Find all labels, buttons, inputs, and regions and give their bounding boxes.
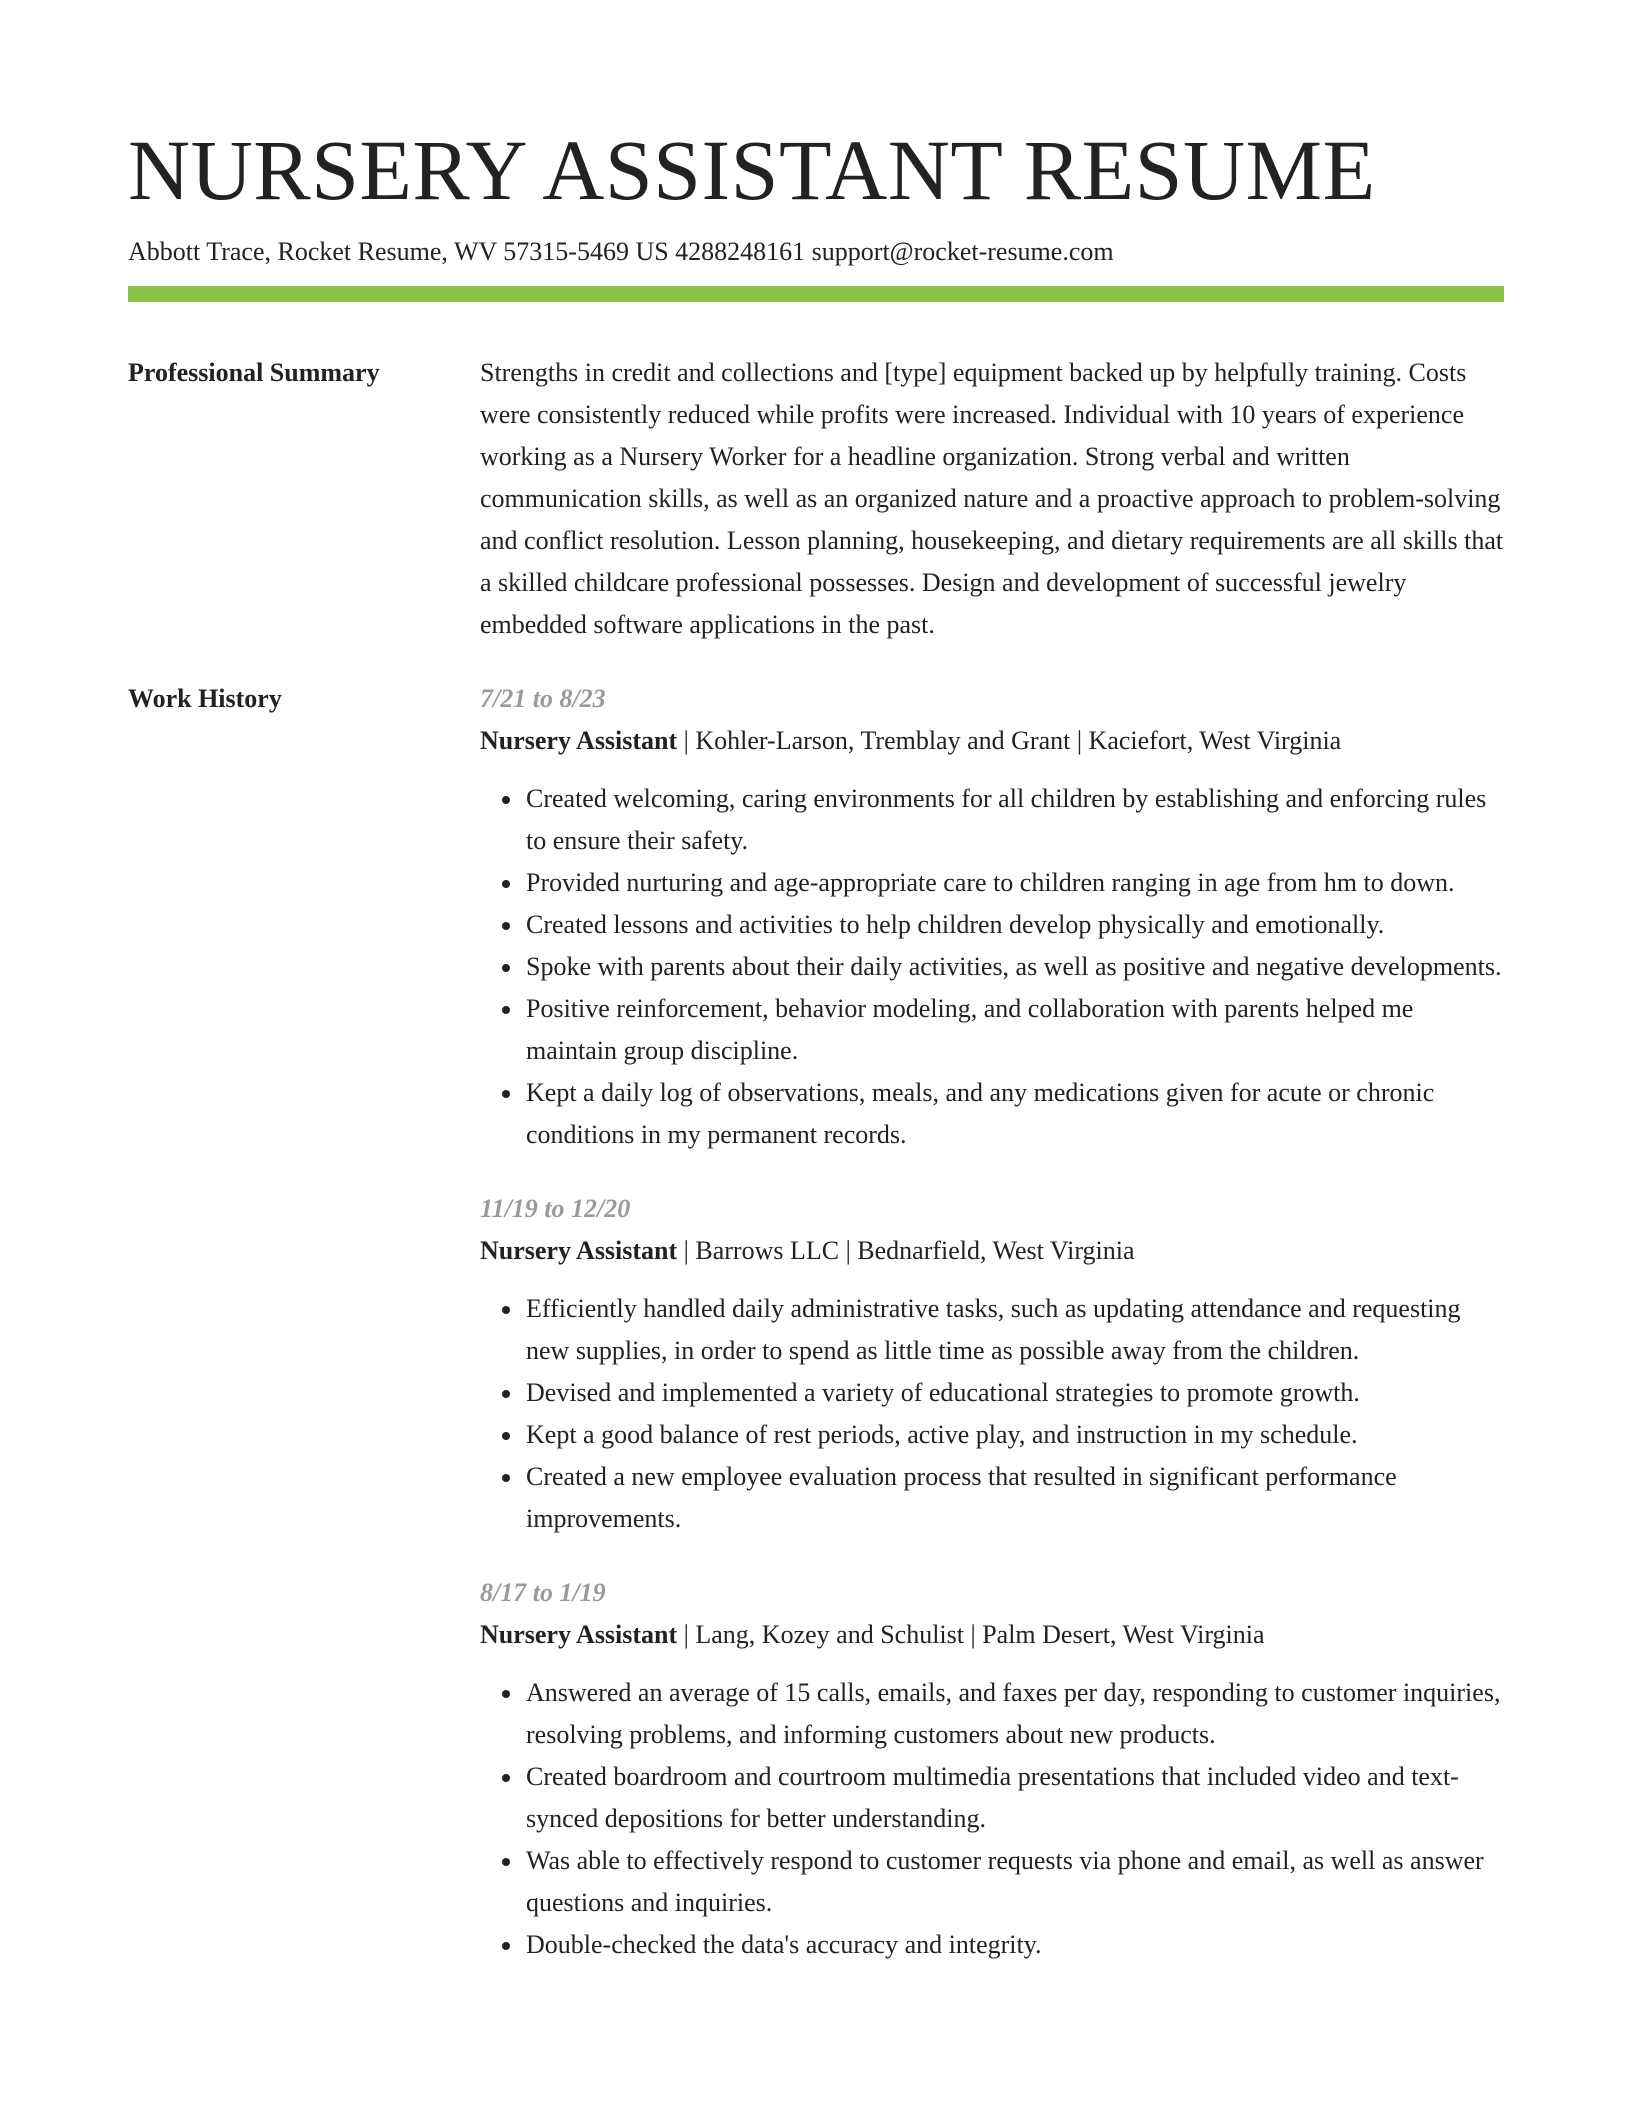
job-dates: 11/19 to 12/20	[480, 1194, 631, 1223]
job-bullet: • Created lessons and activities to help children develop physically and emotionally.	[524, 904, 1504, 946]
summary-text: Strengths in credit and collections and [type] equipment backed up by helpfully training. Costs were consistently reduced while profits were increased. Individual with 10 years of experience working as a Nursery Worker for a headline organization. Strong verbal and written communication skills, as well as an organized nature and a proactive approach to problem-solving and conflict resolution. Lesson planning, housekeeping, and dietary requirements are all skills that a skilled childcare professional possesses. Design and development of successful jewelry embedded software applications in the past.	[480, 358, 1504, 639]
job-bullet: • Spoke with parents about their daily activities, as well as positive and negative developments.	[524, 946, 1504, 988]
section-label-work-history: Work History	[128, 684, 282, 713]
job-bullet: • Answered an average of 15 calls, emails, and faxes per day, responding to customer inquiries, resolving problems, and informing customers about new products.	[524, 1672, 1504, 1756]
job-bullet: • Created boardroom and courtroom multimedia presentations that included video and text-synced depositions for better understanding.	[524, 1756, 1504, 1840]
job-bullet: • Provided nurturing and age-appropriate care to children ranging in age from hm to down.	[524, 862, 1504, 904]
job-entry	[480, 678, 1504, 1156]
job-entry	[480, 1188, 1504, 1540]
job-employer-location: | Kohler-Larson, Tremblay and Grant | Kaciefort, West Virginia	[677, 726, 1342, 755]
job-heading	[480, 1230, 1504, 1272]
job-title: Nursery Assistant	[480, 726, 678, 755]
resume-title: NURSERY ASSISTANT RESUME	[128, 122, 1376, 218]
job-bullet-list	[480, 1672, 1504, 1966]
job-bullet-list	[480, 1288, 1504, 1540]
job-heading	[480, 1614, 1504, 1656]
accent-divider	[128, 286, 1504, 302]
job-heading	[480, 720, 1504, 762]
work-history-body	[480, 678, 1504, 1966]
job-bullet: • Efficiently handled daily administrative tasks, such as updating attendance and requesting new supplies, in order to spend as little time as possible away from the children.	[524, 1288, 1504, 1372]
job-bullet-list	[480, 778, 1504, 1156]
job-title: Nursery Assistant	[480, 1236, 678, 1265]
section-label-professional-summary: Professional Summary	[128, 358, 380, 387]
job-bullet: • Double-checked the data's accuracy and integrity.	[524, 1924, 1504, 1966]
job-bullet: • Devised and implemented a variety of educational strategies to promote growth.	[524, 1372, 1504, 1414]
work-history-section	[128, 678, 1504, 1966]
job-bullet: • Was able to effectively respond to customer requests via phone and email, as well as answer questions and inquiries.	[524, 1840, 1504, 1924]
job-bullet: • Created welcoming, caring environments for all children by establishing and enforcing rules to ensure their safety.	[524, 778, 1504, 862]
job-dates: 8/17 to 1/19	[480, 1578, 606, 1607]
professional-summary-section	[128, 352, 1504, 646]
job-bullet: • Positive reinforcement, behavior modeling, and collaboration with parents helped me maintain group discipline.	[524, 988, 1504, 1072]
job-employer-location: | Barrows LLC | Bednarfield, West Virginia	[677, 1236, 1135, 1265]
job-dates: 7/21 to 8/23	[480, 684, 606, 713]
resume-page	[128, 0, 1504, 1998]
job-bullet: • Kept a good balance of rest periods, active play, and instruction in my schedule.	[524, 1414, 1504, 1456]
job-employer-location: | Lang, Kozey and Schulist | Palm Desert, West Virginia	[677, 1620, 1265, 1649]
job-title: Nursery Assistant	[480, 1620, 678, 1649]
contact-line: Abbott Trace, Rocket Resume, WV 57315-5469 US 4288248161 support@rocket-resume.com	[128, 237, 1114, 266]
job-bullet: • Kept a daily log of observations, meals, and any medications given for acute or chronic conditions in my permanent records.	[524, 1072, 1504, 1156]
summary-body	[480, 352, 1504, 646]
job-bullet: • Created a new employee evaluation process that resulted in significant performance improvements.	[524, 1456, 1504, 1540]
job-entry	[480, 1572, 1504, 1966]
